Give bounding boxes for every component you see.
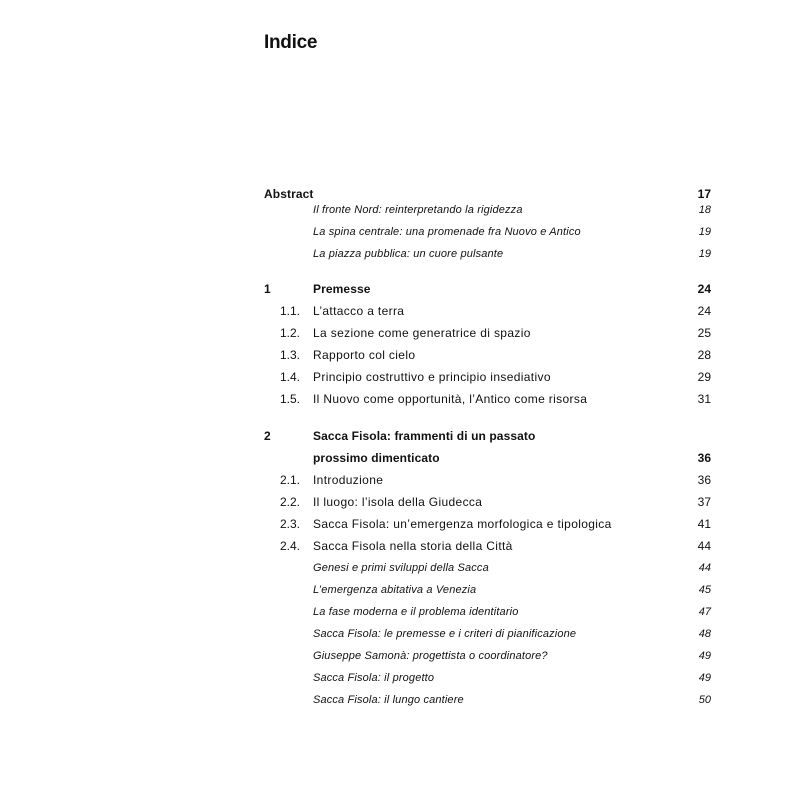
toc-entry-number: 2.2. [279, 495, 300, 509]
toc-entry-page: 19 [698, 248, 711, 260]
toc-entry[interactable] [264, 347, 711, 363]
toc-entry-title: Introduzione [313, 473, 384, 487]
toc-entry[interactable] [264, 450, 711, 466]
toc-entry-number: 2.4. [279, 539, 300, 553]
toc-entry[interactable] [264, 516, 711, 532]
toc-entry-page: 29 [697, 370, 711, 384]
toc-entry[interactable] [264, 325, 711, 341]
toc-entry-number: 2.1. [279, 473, 300, 487]
toc-entry-page: 25 [697, 326, 711, 340]
toc-entry-title: Giuseppe Samonà: progettista o coordinatore? [313, 650, 548, 662]
toc-entry[interactable] [264, 202, 711, 218]
toc-entry-title: La piazza pubblica: un cuore pulsante [313, 248, 504, 260]
toc-entry-page: 24 [697, 304, 711, 318]
toc-entry[interactable] [264, 246, 711, 262]
toc-entry[interactable] [264, 604, 711, 620]
toc-entry-title: Principio costruttivo e principio insediativo [313, 370, 551, 384]
toc-entry-page: 44 [697, 539, 711, 553]
toc-entry-number: 2.3. [279, 517, 300, 531]
toc-entry-title: L’attacco a terra [313, 304, 405, 318]
toc-entry-number: 1 [264, 282, 271, 296]
toc-entry[interactable] [264, 692, 711, 708]
toc-entry[interactable] [264, 428, 711, 444]
toc-entry-title: Il luogo: l’isola della Giudecca [313, 495, 483, 509]
toc-entry-page: 24 [697, 282, 711, 296]
toc-entry-page: 36 [697, 473, 711, 487]
toc-entry-page: 19 [698, 226, 711, 238]
toc-entry-title: Sacca Fisola: le premesse e i criteri di pianificazione [313, 628, 577, 640]
toc-entry-title: Abstract [264, 187, 314, 201]
toc-entry-title: Rapporto col cielo [313, 348, 416, 362]
toc-entry-page: 17 [697, 187, 711, 201]
toc-entry-page: 18 [698, 204, 711, 216]
toc-entry[interactable] [264, 538, 711, 554]
toc-entry-title: prossimo dimenticato [313, 451, 440, 465]
toc-entry[interactable] [264, 648, 711, 664]
toc-entry-title: Il fronte Nord: reinterpretando la rigidezza [313, 204, 523, 216]
toc-entry-page: 44 [698, 562, 711, 574]
toc-entry[interactable] [264, 626, 711, 642]
toc-entry[interactable] [264, 303, 711, 319]
toc-entry-number: 1.5. [279, 392, 300, 406]
page-title: Indice [264, 32, 318, 53]
toc-entry-title: L’emergenza abitativa a Venezia [313, 584, 477, 596]
toc-entry[interactable] [264, 670, 711, 686]
toc-entry-page: 41 [697, 517, 711, 531]
toc-entry[interactable] [264, 560, 711, 576]
toc-entry-number: 2 [264, 429, 271, 443]
toc-entry-title: Sacca Fisola: un’emergenza morfologica e tipologica [313, 517, 612, 531]
toc-entry-title: La spina centrale: una promenade fra Nuovo e Antico [313, 226, 581, 238]
toc-entry-page: 28 [697, 348, 711, 362]
toc-entry[interactable] [264, 472, 711, 488]
toc-entry-title: Sacca Fisola: il progetto [313, 672, 435, 684]
toc-entry-title: Genesi e primi sviluppi della Sacca [313, 562, 489, 574]
toc-entry[interactable] [264, 281, 711, 297]
toc-entry-page: 47 [698, 606, 711, 618]
toc-entry-title: Premesse [313, 282, 371, 296]
toc-entry[interactable] [264, 391, 711, 407]
toc-entry-title: Sacca Fisola: il lungo cantiere [313, 694, 464, 706]
toc-entry-number: 1.4. [279, 370, 300, 384]
toc-entry-title: La sezione come generatrice di spazio [313, 326, 531, 340]
toc-entry[interactable] [264, 186, 711, 202]
toc-entry-number: 1.3. [279, 348, 300, 362]
toc-entry-number: 1.1. [279, 304, 300, 318]
toc-entry-title: Sacca Fisola nella storia della Città [313, 539, 513, 553]
toc-entry-page: 49 [698, 650, 711, 662]
toc-entry[interactable] [264, 369, 711, 385]
toc-entry-page: 37 [697, 495, 711, 509]
toc-entry[interactable] [264, 224, 711, 240]
toc-entry-page: 48 [698, 628, 711, 640]
toc-entry-page: 31 [697, 392, 711, 406]
toc-entry[interactable] [264, 494, 711, 510]
toc-entry-page: 49 [698, 672, 711, 684]
toc-entry-page: 50 [698, 694, 711, 706]
toc-entry-page: 36 [697, 451, 711, 465]
toc-entry-number: 1.2. [279, 326, 300, 340]
toc-entry[interactable] [264, 582, 711, 598]
toc-entry-title: La fase moderna e il problema identitario [313, 606, 519, 618]
toc-entry-title: Sacca Fisola: frammenti di un passato [313, 429, 536, 443]
toc-entry-title: Il Nuovo come opportunità, l’Antico come risorsa [313, 392, 588, 406]
toc-entry-page: 45 [698, 584, 711, 596]
